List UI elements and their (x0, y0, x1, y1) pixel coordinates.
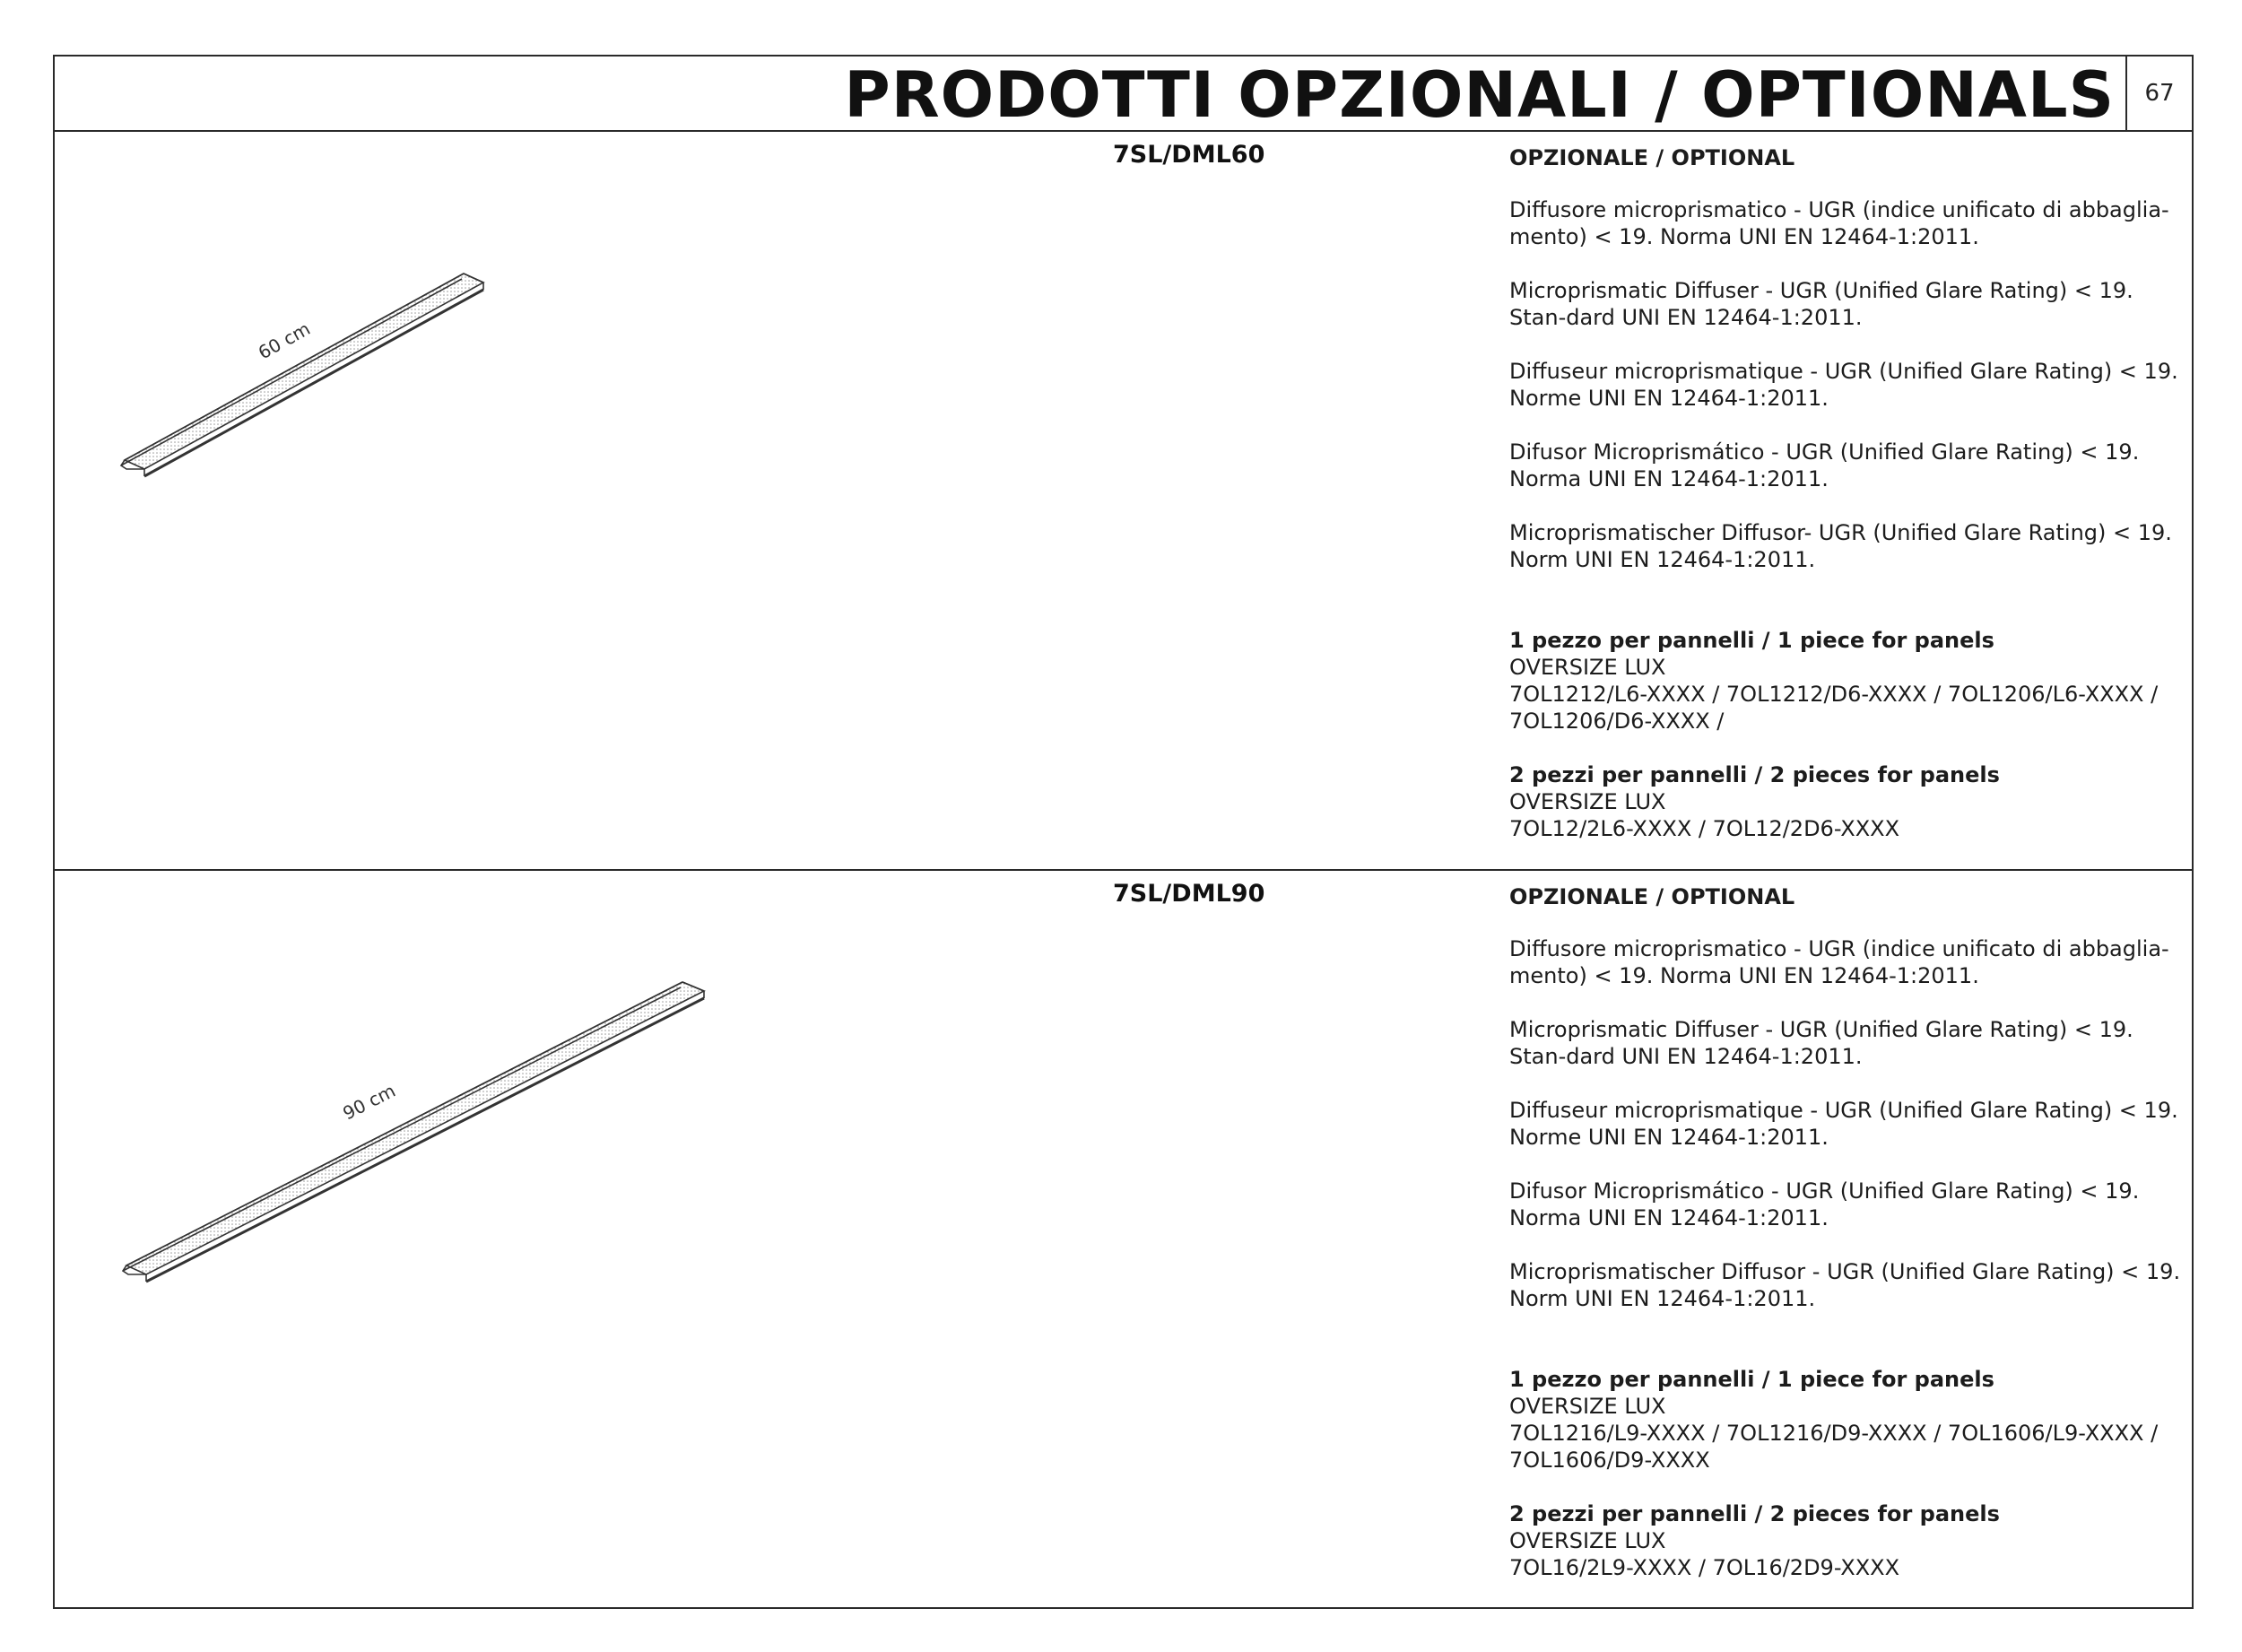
description-de: Microprismatischer Diffusor - UGR (Unified Glare Rating) < 19. Norm UNI EN 12464-1:2011. (1509, 1259, 2181, 1311)
diffuser-strip-90 (123, 982, 704, 1282)
description-de: Microprismatischer Diffusor- UGR (Unified Glare Rating) < 19. Norm UNI EN 12464-1:2011. (1509, 520, 2172, 572)
diffuser-strip-60 (121, 274, 483, 476)
description-fr: Diffuseur microprismatique - UGR (Unified Glare Rating) < 19. Norme UNI EN 12464-1:2011. (1509, 1098, 2178, 1150)
one-piece-codes: 7OL1216/L9-XXXX / 7OL1216/D9-XXXX / 7OL1606/L9-XXXX / 7OL1606/D9-XXXX (1509, 1421, 2159, 1473)
two-pieces-title: 2 pezzi per pannelli / 2 pieces for panels (1509, 1501, 2000, 1526)
product-section-dml90 (55, 871, 2192, 1609)
dimension-label-90: 90 cm (339, 1079, 399, 1125)
optional-title: OPZIONALE / OPTIONAL (1509, 884, 1795, 909)
two-pieces-codes: 7OL12/2L6-XXXX / 7OL12/2D6-XXXX (1509, 816, 1900, 841)
optional-title: OPZIONALE / OPTIONAL (1509, 145, 1795, 170)
two-pieces-title: 2 pezzi per pannelli / 2 pieces for panels (1509, 762, 2000, 787)
two-pieces-codes: 7OL16/2L9-XXXX / 7OL16/2D9-XXXX (1509, 1555, 1900, 1580)
one-piece-codes: 7OL1212/L6-XXXX / 7OL1212/D6-XXXX / 7OL1206/L6-XXXX / 7OL1206/D6-XXXX / (1509, 682, 2159, 734)
page-header (55, 57, 2192, 132)
page-title: PRODOTTI OPZIONALI / OPTIONALS (844, 58, 2115, 132)
description-it: Diffusore microprismatico - UGR (indice unificato di abbaglia-mento) < 19. Norma UNI EN 12464-1:2011. (1509, 936, 2169, 988)
page-number: 67 (2125, 57, 2192, 130)
diffuser-90cm-drawing (55, 871, 1041, 1610)
product-code: 7SL/DML60 (1113, 141, 1265, 169)
description-en: Microprismatic Diffuser - UGR (Unified Glare Rating) < 19. Stan-dard UNI EN 12464-1:2011. (1509, 278, 2133, 330)
page-frame (53, 55, 2194, 1609)
one-piece-title: 1 pezzo per pannelli / 1 piece for panels (1509, 628, 1994, 653)
two-pieces-product: OVERSIZE LUX (1509, 1528, 1666, 1553)
one-piece-product: OVERSIZE LUX (1509, 1394, 1666, 1419)
description-fr: Diffuseur microprismatique - UGR (Unified Glare Rating) < 19. Norme UNI EN 12464-1:2011. (1509, 359, 2178, 411)
product-info (1509, 144, 2191, 842)
description-es: Difusor Microprismático - UGR (Unified Glare Rating) < 19. Norma UNI EN 12464-1:2011. (1509, 439, 2140, 491)
description-es: Difusor Microprismático - UGR (Unified Glare Rating) < 19. Norma UNI EN 12464-1:2011. (1509, 1178, 2140, 1230)
description-en: Microprismatic Diffuser - UGR (Unified Glare Rating) < 19. Stan-dard UNI EN 12464-1:2011. (1509, 1017, 2133, 1069)
product-section-dml60 (55, 132, 2192, 871)
product-info (1509, 883, 2191, 1581)
diffuser-60cm-drawing (55, 132, 1041, 871)
dimension-label-60: 60 cm (254, 317, 314, 364)
two-pieces-product: OVERSIZE LUX (1509, 789, 1666, 814)
one-piece-title: 1 pezzo per pannelli / 1 piece for panels (1509, 1367, 1994, 1392)
one-piece-product: OVERSIZE LUX (1509, 655, 1666, 680)
description-it: Diffusore microprismatico - UGR (indice unificato di abbaglia-mento) < 19. Norma UNI EN 12464-1:2011. (1509, 197, 2169, 249)
product-code: 7SL/DML90 (1113, 880, 1265, 908)
